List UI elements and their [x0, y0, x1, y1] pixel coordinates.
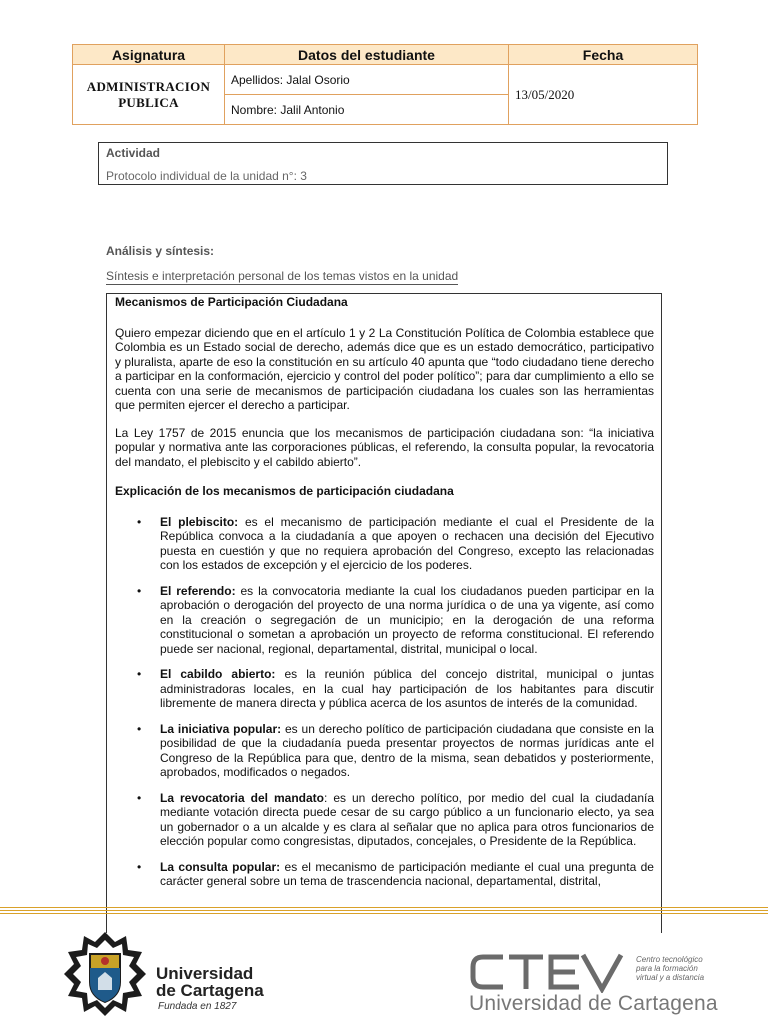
activity-text: Protocolo individual de la unidad n°: 3 — [106, 169, 307, 183]
university-name — [156, 965, 264, 999]
student-surnames: Apellidos: Jalal Osorio — [225, 65, 509, 95]
mechanism-term: La iniciativa popular: — [160, 721, 282, 736]
mechanism-term: El referendo: — [160, 583, 236, 598]
student-name: Nombre: Jalil Antonio — [225, 95, 509, 125]
ctev-university: Universidad de Cartagena — [469, 992, 718, 1015]
list-item — [115, 667, 654, 711]
content-title: Mecanismos de Participación Ciudadana — [115, 295, 348, 309]
mechanisms-list — [115, 515, 654, 889]
ctev-tagline-3: virtual y a distancia — [636, 973, 705, 982]
activity-title: Actividad — [106, 146, 161, 160]
content-box — [106, 293, 662, 933]
mechanism-term: El plebiscito: — [160, 514, 239, 529]
mechanism-text: es el mecanismo de participación mediante el cual el Presidente de la República convoca a la ciudadanía a que apoyen o rechacen una decisión del Ejecutivo puesta en cuestión y que no requiera aprobación del Congreso, excepto las relacionadas con los estados de excepción y el ejercicio de los poderes. — [160, 514, 654, 572]
section-heading: Explicación de los mecanismos de participación ciudadana — [115, 484, 454, 498]
paragraph-1: Quiero empezar diciendo que en el artículo 1 y 2 La Constitución Política de Colombia establece que Colombia es un Estado social de derecho, además dice que es un estado democrático, participativo y pluralista, aparte de eso la constitución en su artículo 40 apunta que “todo ciudadano tiene derecho a participar en la conformación, ejercicio y control del poder político”; para dar cumplimiento a ello se cuenta con una serie de mecanismos de participación ciudadana los cuales son las herramientas que permiten ejercer el derecho a participar. — [115, 325, 654, 412]
university-line-1: Universidad — [156, 964, 254, 983]
ctev-tagline-1: Centro tecnológico — [636, 955, 703, 964]
mechanism-text: es el mecanismo de participación mediante el cual una pregunta de carácter general sobre un tema de trascendencia nacional, departamental, distrital, — [160, 859, 654, 888]
subject-cell — [73, 65, 225, 125]
mechanism-text: es la reunión pública del concejo distrital, municipal o juntas administradoras locales, en la cual hay participación de los habitantes para discutir libremente de manera directa y pública acerca de los asuntos de interés de la comunidad. — [160, 667, 655, 710]
header-table — [72, 44, 698, 125]
footer-divider — [0, 907, 768, 917]
subject-line-2: PUBLICA — [118, 94, 179, 110]
university-crest-icon — [60, 928, 150, 1020]
bullet-icon: • — [137, 859, 142, 874]
list-item — [115, 791, 654, 849]
list-item — [115, 515, 654, 573]
header-student-label: Datos del estudiante — [225, 45, 509, 65]
mechanism-text: : es un derecho político, por medio del cual la ciudadanía mediante votación directa puede cesar de su cargo público a un funcionario electo, ya sea un gobernador o a un alcalde y es clara al señalar que no aplica para otros funcionarios de elección popular como congresistas, diputados, concejales, o Presidente de la República. — [160, 790, 655, 848]
ctev-tagline — [636, 955, 704, 982]
paragraph-2: La Ley 1757 de 2015 enuncia que los mecanismos de participación ciudadana son: “la iniciativa popular y normativa ante las corporaciones públicas, el referendo, la consulta popular, la revocatoria del mandato, el plebiscito y el cabildo abierto”. — [115, 425, 654, 469]
header-subject-label: Asignatura — [73, 45, 225, 65]
mechanism-term: La consulta popular: — [160, 859, 281, 874]
bullet-icon: • — [137, 790, 142, 805]
list-item — [115, 584, 654, 657]
mechanism-text: es un derecho político de participación ciudadana que consiste en la posibilidad de que la ciudadanía pueda presentar proyectos de normas jurídicas ante el Congreso de la República para que, dentro de la misma, sean debatidos y posteriormente, aprobados, modificados o negados. — [160, 721, 654, 779]
analysis-subtitle: Síntesis e interpretación personal de los temas vistos en la unidad — [106, 269, 459, 283]
list-item — [115, 722, 654, 780]
date-cell: 13/05/2020 — [509, 65, 698, 125]
analysis-title: Análisis y síntesis: — [106, 244, 215, 258]
header-date-label: Fecha — [509, 45, 698, 65]
bullet-icon: • — [137, 583, 142, 598]
ctev-logo — [469, 951, 629, 993]
university-line-2: de Cartagena — [156, 981, 264, 1000]
bullet-icon: • — [137, 514, 142, 529]
mechanism-term: La revocatoria del mandato — [160, 790, 324, 805]
subject-line-1: ADMINISTRACION — [86, 78, 211, 94]
activity-box — [98, 142, 668, 185]
mechanism-term: El cabildo abierto: — [160, 667, 276, 681]
ctev-tagline-2: para la formación — [636, 964, 698, 973]
bullet-icon: • — [137, 721, 142, 736]
mechanism-text: es la convocatoria mediante la cual los ciudadanos pueden participar en la aprobación o derogación del proyecto de una norma jurídica o de una ya vigente, así como en la creación o segregación de un municipio; en la derogación de una reforma constitucional o sometan a aprobación un proyecto de reforma constitucional. El referendo puede ser nacional, regional, departamental, distrital, municipal o local. — [160, 583, 655, 656]
university-founded: Fundada en 1827 — [158, 1001, 237, 1012]
list-item — [115, 860, 654, 889]
ctev-logo-text: CTEV — [469, 951, 472, 952]
bullet-icon: • — [137, 667, 142, 681]
